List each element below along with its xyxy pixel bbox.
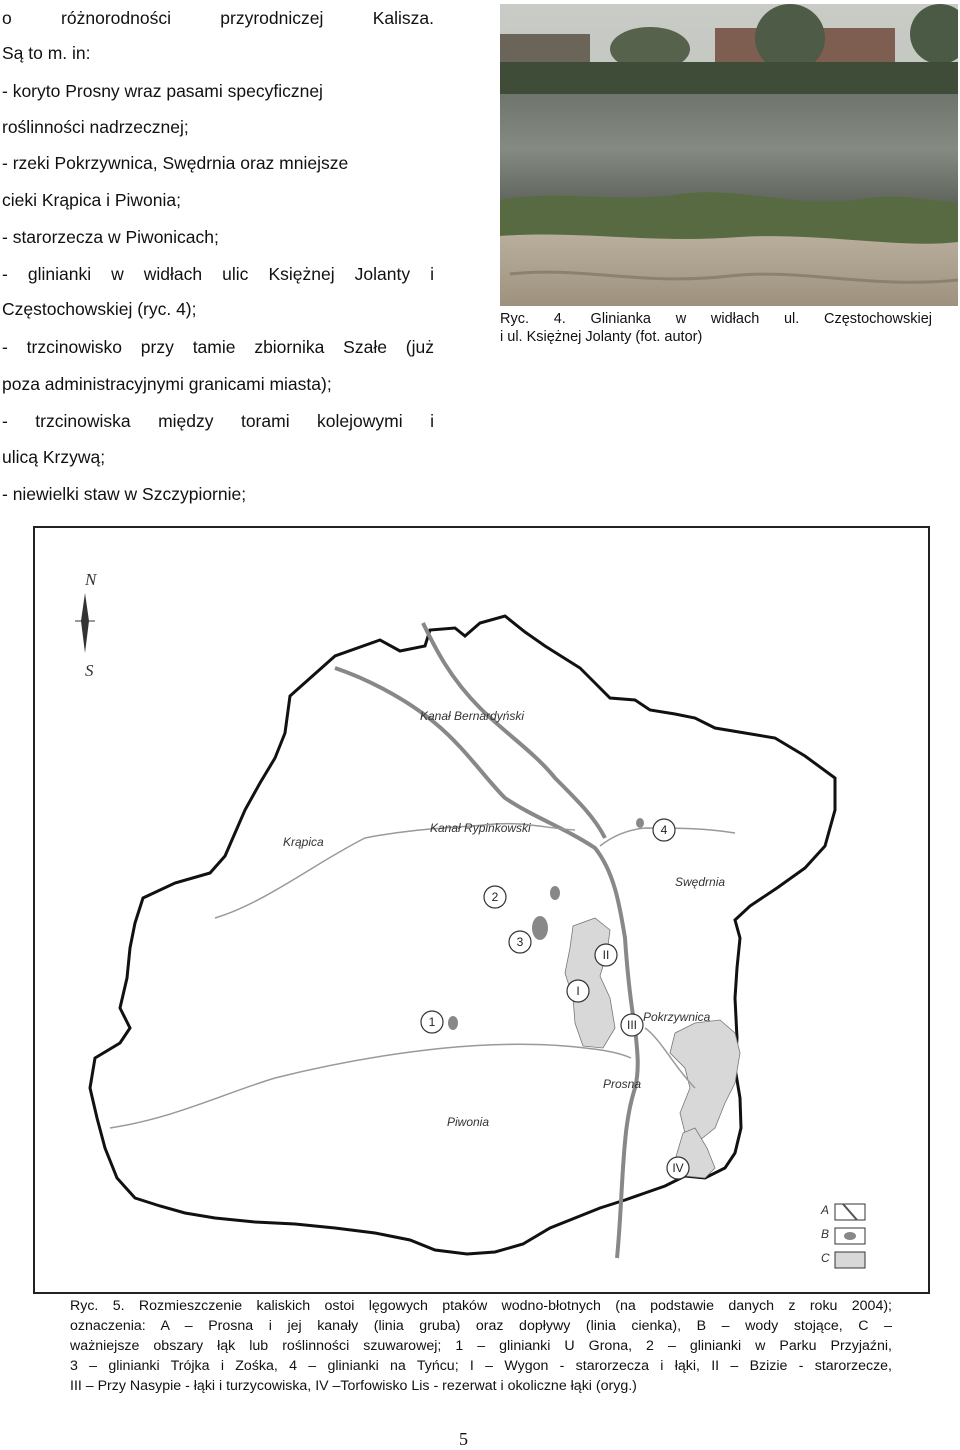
caption-line: 3 – glinianki Trójka i Zośka, 4 – glinianki na Tyńcu; I – Wygon - starorzecza i łąki, II – Bzizie - starorzecze, xyxy=(70,1358,892,1374)
marker-label-2: 2 xyxy=(491,890,499,904)
marker-label-II: II xyxy=(602,948,610,962)
caption-line: oznaczenia: A – Prosna i jej kanały (linia gruba) oraz dopływy (linia cienka), B – wody stojące, C – xyxy=(70,1318,892,1334)
text-line: o różnorodności przyrodniczej Kalisza. xyxy=(2,8,434,28)
map-legend xyxy=(820,1203,865,1268)
legend-a-label: A xyxy=(821,1203,830,1217)
compass-icon xyxy=(75,570,98,680)
text-line: - glinianki w widłach ulic Księżnej Jolanty i xyxy=(2,264,434,284)
label-piwonia: Piwonia xyxy=(447,1115,490,1129)
compass-south: S xyxy=(85,661,94,680)
text-line: cieki Krąpica i Piwonia; xyxy=(2,190,181,210)
label-pokrzywnica: Pokrzywnica xyxy=(643,1010,711,1024)
text-line: - koryto Prosny wraz pasami specyficznej xyxy=(2,81,323,101)
caption-line: ważniejsze obszary łąk lub roślinności szuwarowej; 1 – glinianki U Grona, 2 – glinianki w Parku Przyjaźni, xyxy=(70,1338,892,1354)
text-line: ulicą Krzywą; xyxy=(2,447,106,467)
caption-line: Ryc. 5. Rozmieszczenie kaliskich ostoi lęgowych ptaków wodno-błotnych (na podstawie danych z roku 2004); xyxy=(70,1298,892,1314)
label-kanal-bernardynski: Kanał Bernardyński xyxy=(420,709,525,723)
map-drawing xyxy=(35,528,928,1292)
marker-label-4: 4 xyxy=(660,823,668,837)
label-prosna: Prosna xyxy=(603,1077,642,1091)
text-line: - trzcinowiska między torami kolejowymi i xyxy=(2,411,434,431)
marker-label-III: III xyxy=(626,1018,638,1032)
page-number: 5 xyxy=(459,1429,468,1449)
label-kanal-rypinkowski: Kanał Rypinkowski xyxy=(430,821,531,835)
legend-c-label: C xyxy=(821,1251,830,1265)
marker-label-I: I xyxy=(576,984,580,998)
text-line: poza administracyjnymi granicami miasta); xyxy=(2,374,332,394)
text-line: - rzeki Pokrzywnica, Swędrnia oraz mniejsze xyxy=(2,153,349,173)
caption-line: III – Przy Nasypie - łąki i turzycowiska, IV –Torfowisko Lis - rezerwat i okoliczne łąki (oryg.) xyxy=(70,1378,637,1394)
marker-label-IV: IV xyxy=(672,1161,684,1175)
text-line: roślinności nadrzecznej; xyxy=(2,117,189,137)
label-swedrnia: Swędrnia xyxy=(675,875,726,889)
compass-north: N xyxy=(85,570,97,589)
caption-line: i ul. Księżnej Jolanty (fot. autor) xyxy=(500,329,703,345)
figure-4-caption xyxy=(500,310,932,346)
kalisz-map xyxy=(33,526,930,1294)
text-line: Są to m. in: xyxy=(2,43,91,63)
marker-label-3: 3 xyxy=(516,935,524,949)
label-krapica: Krąpica xyxy=(283,835,324,849)
clay-pit-photo-drawing xyxy=(500,4,958,306)
caption-line: Ryc. 4. Glinianka w widłach ul. Częstochowskiej xyxy=(500,311,932,327)
marker-label-1: 1 xyxy=(428,1015,436,1029)
legend-b-label: B xyxy=(821,1227,830,1241)
figure-5-caption xyxy=(70,1296,892,1396)
clay-pit-photo xyxy=(500,4,958,306)
text-line: - trzcinowisko przy tamie zbiornika Szałe (już xyxy=(2,337,434,357)
text-line: Częstochowskiej (ryc. 4); xyxy=(2,299,197,319)
text-line: - niewielki staw w Szczypiornie; xyxy=(2,484,247,504)
text-line: - starorzecza w Piwonicach; xyxy=(2,227,219,247)
